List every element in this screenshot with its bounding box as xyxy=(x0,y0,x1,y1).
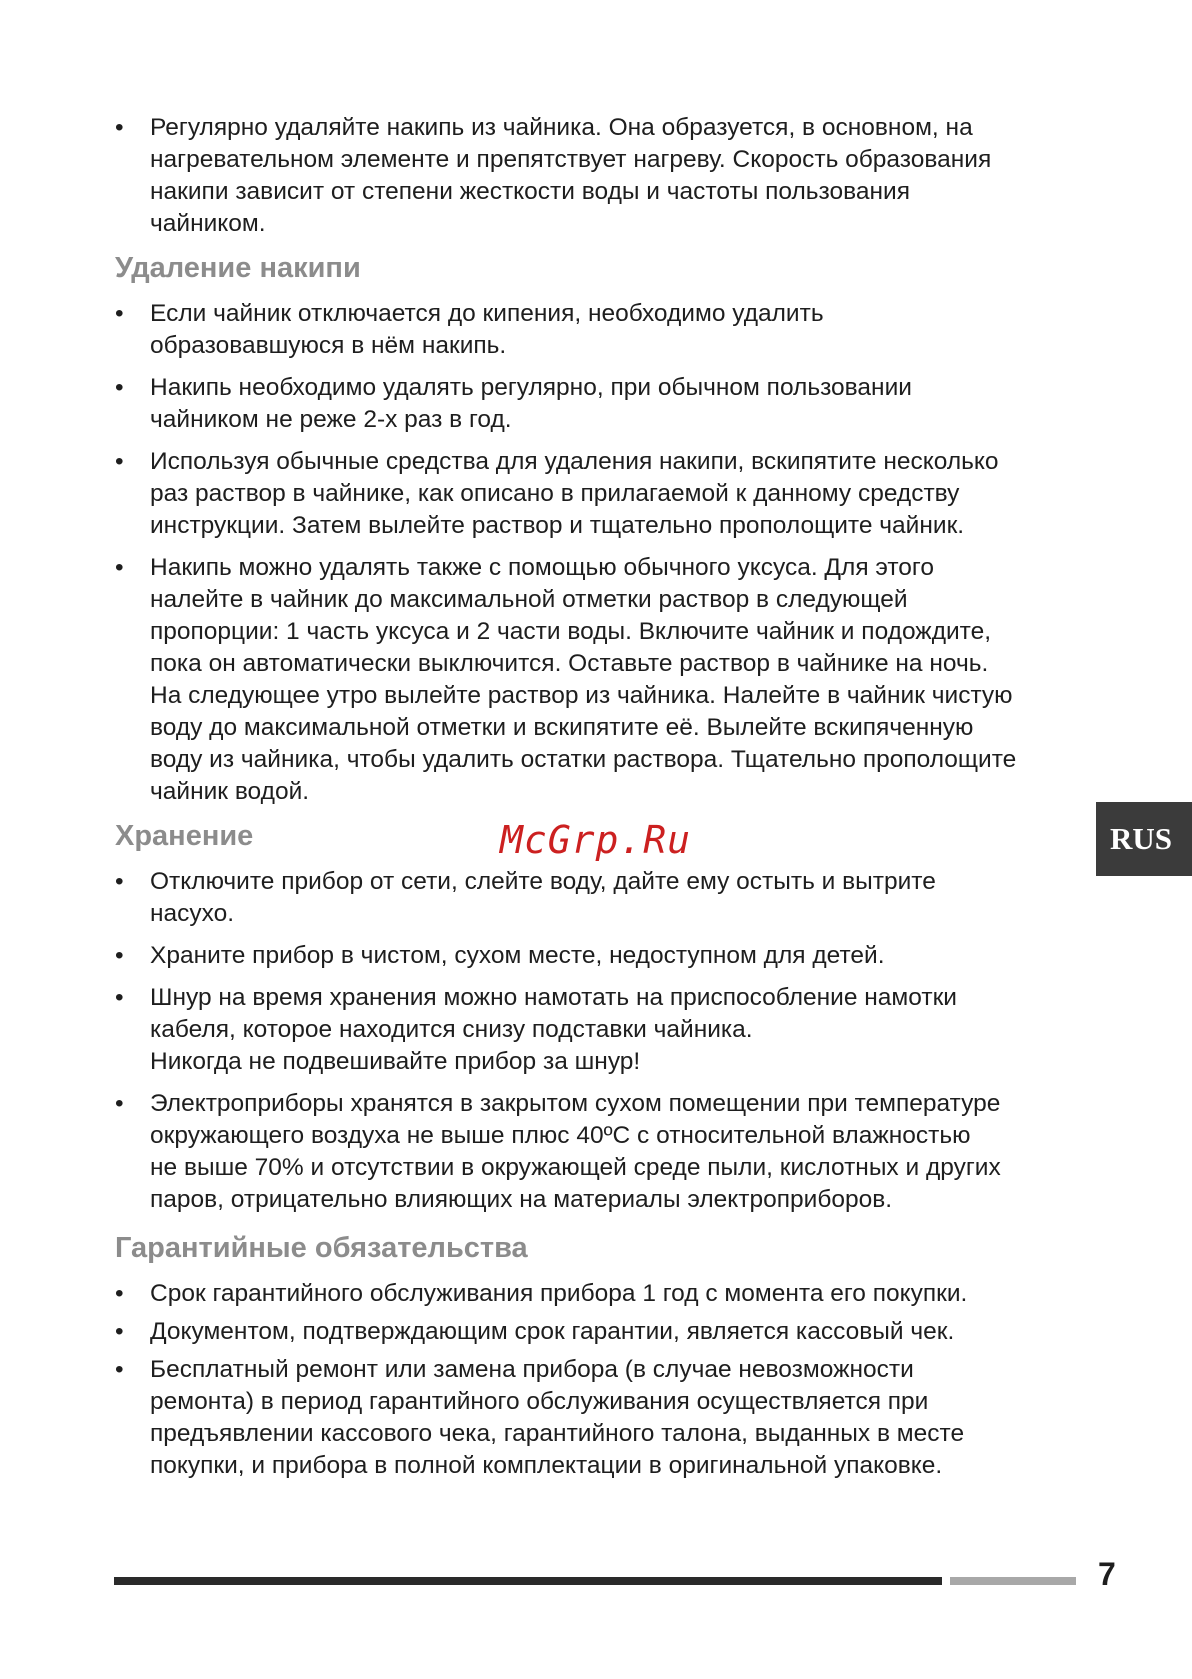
text-line: раз раствор в чайнике, как описано в прилагаемой к данному средству xyxy=(150,480,960,507)
bullet: • xyxy=(115,1318,124,1345)
text-line: предъявлении кассового чека, гарантийного талона, выданных в месте xyxy=(150,1420,965,1447)
text-line: покупки, и прибора в полной комплектации в оригинальной упаковке. xyxy=(150,1452,943,1479)
text-line: воду из чайника, чтобы удалить остатки раствора. Тщательно прополощите xyxy=(150,746,1017,773)
text-line: паров, отрицательно влияющих на материалы электроприборов. xyxy=(150,1186,893,1213)
list-item xyxy=(115,940,1077,972)
bullet: • xyxy=(115,1356,124,1383)
list-item xyxy=(115,372,1077,436)
text-line: ремонта) в период гарантийного обслуживания осуществляется при xyxy=(150,1388,929,1415)
text-line: Используя обычные средства для удаления накипи, вскипятите несколько xyxy=(150,448,999,475)
section-heading-warranty: Гарантийные обязательства xyxy=(115,1232,528,1264)
text-line: насухо. xyxy=(150,900,235,927)
bullet: • xyxy=(115,114,124,141)
text-line: Отключите прибор от сети, слейте воду, дайте ему остыть и вытрите xyxy=(150,868,936,895)
text-line: не выше 70% и отсутствии в окружающей среде пыли, кислотных и других xyxy=(150,1154,1001,1181)
text-line: воду до максимальной отметки и вскипятите её. Вылейте вскипяченную xyxy=(150,714,974,741)
bullet: • xyxy=(115,300,124,327)
text-line: кабеля, которое находится снизу подставки чайника. xyxy=(150,1016,753,1043)
footer-rule-light xyxy=(950,1577,1076,1585)
text-line: пока он автоматически выключится. Оставьте раствор в чайнике на ночь. xyxy=(150,650,989,677)
bullet: • xyxy=(115,448,124,475)
text-line: накипи зависит от степени жесткости воды и частоты пользования xyxy=(150,178,910,205)
text-line: чайником. xyxy=(150,210,266,237)
text-line: Никогда не подвешивайте прибор за шнур! xyxy=(150,1048,641,1075)
list-item xyxy=(115,1316,1077,1348)
language-tab: RUS xyxy=(1096,802,1192,876)
section-heading-storage: Хранение xyxy=(115,820,254,852)
text-line: окружающего воздуха не выше плюс 40ºС с относительной влажностью xyxy=(150,1122,971,1149)
list-item xyxy=(115,1354,1077,1482)
text-line: Срок гарантийного обслуживания прибора 1 год с момента его покупки. xyxy=(150,1280,968,1307)
text-line: Храните прибор в чистом, сухом месте, недоступном для детей. xyxy=(150,942,885,969)
bullet: • xyxy=(115,1280,124,1307)
text-line: Регулярно удаляйте накипь из чайника. Она образуется, в основном, на xyxy=(150,114,973,141)
bullet: • xyxy=(115,868,124,895)
text-line: чайником не реже 2-х раз в год. xyxy=(150,406,512,433)
bullet: • xyxy=(115,1090,124,1117)
text-line: пропорции: 1 часть уксуса и 2 части воды. Включите чайник и подождите, xyxy=(150,618,992,645)
bullet: • xyxy=(115,942,124,969)
bullet: • xyxy=(115,984,124,1011)
section-heading-descaling: Удаление накипи xyxy=(115,252,361,284)
text-line: инструкции. Затем вылейте раствор и тщательно прополощите чайник. xyxy=(150,512,965,539)
text-line: Если чайник отключается до кипения, необходимо удалить xyxy=(150,300,824,327)
text-line: Накипь необходимо удалять регулярно, при обычном пользовании xyxy=(150,374,912,401)
footer-rule-dark xyxy=(114,1577,942,1585)
list-item xyxy=(115,298,1077,362)
list-item xyxy=(115,552,1077,808)
bullet: • xyxy=(115,374,124,401)
bullet: • xyxy=(115,554,124,581)
list-item xyxy=(115,1088,1077,1216)
text-line: Бесплатный ремонт или замена прибора (в случае невозможности xyxy=(150,1356,914,1383)
text-line: нагревательном элементе и препятствует нагреву. Скорость образования xyxy=(150,146,992,173)
text-line: Электроприборы хранятся в закрытом сухом помещении при температуре xyxy=(150,1090,1001,1117)
watermark: McGrp.Ru xyxy=(500,818,692,862)
list-item xyxy=(115,1278,1077,1310)
text-line: чайник водой. xyxy=(150,778,310,805)
text-line: Шнур на время хранения можно намотать на приспособление намотки xyxy=(150,984,957,1011)
list-item xyxy=(115,446,1077,542)
list-item xyxy=(115,982,1077,1078)
text-line: На следующее утро вылейте раствор из чайника. Налейте в чайник чистую xyxy=(150,682,1013,709)
intro-paragraph xyxy=(115,112,1077,240)
page-content xyxy=(115,112,1077,1492)
text-line: образовавшуюся в нём накипь. xyxy=(150,332,507,359)
page-number: 7 xyxy=(1098,1556,1116,1592)
list-item xyxy=(115,866,1077,930)
text-line: Накипь можно удалять также с помощью обычного уксуса. Для этого xyxy=(150,554,934,581)
text-line: Документом, подтверждающим срок гарантии, является кассовый чек. xyxy=(150,1318,955,1345)
text-line: налейте в чайник до максимальной отметки раствор в следующей xyxy=(150,586,908,613)
